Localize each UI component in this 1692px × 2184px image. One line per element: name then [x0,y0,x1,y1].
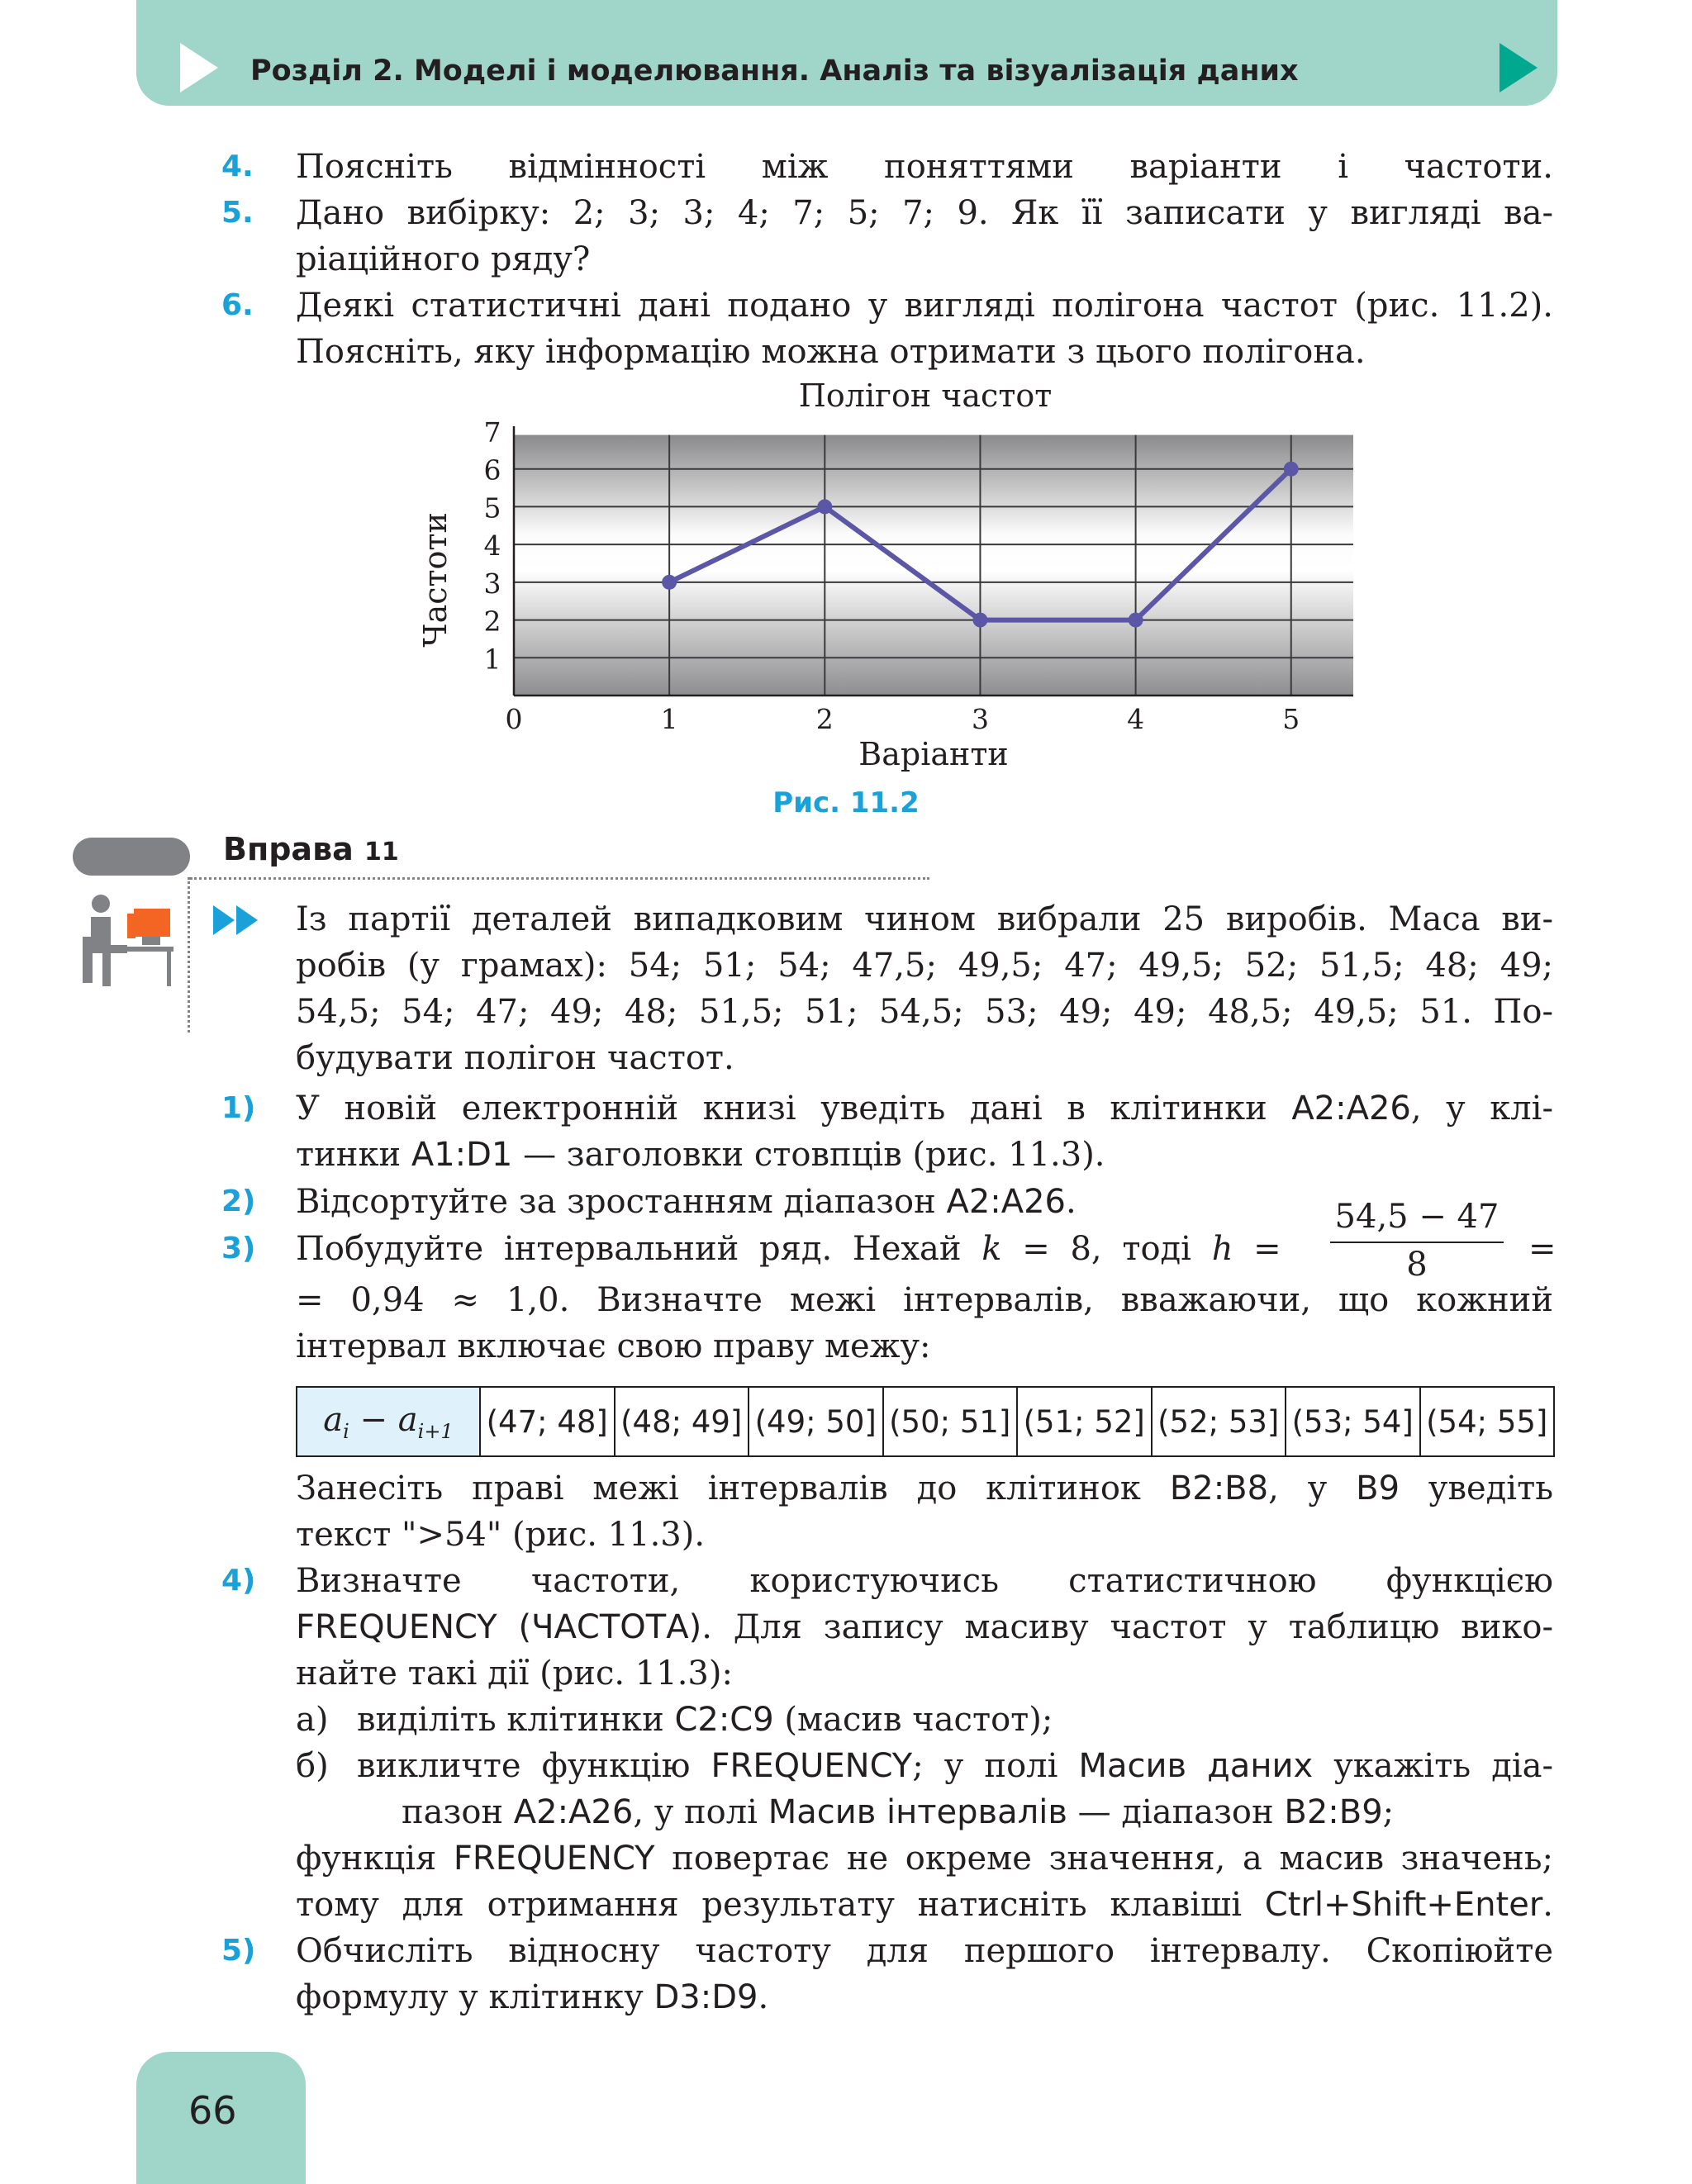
cell-range: A1:D1 [411,1136,513,1174]
chart-title: Полігон частот [798,380,1053,414]
text-span: укажіть діа- [1313,1747,1553,1785]
text-span: , у клі- [1410,1090,1553,1128]
fraction-denominator: 8 [1406,1246,1428,1284]
function-name: FREQUENCY [453,1840,655,1878]
sub-step-mark: б) [296,1747,329,1785]
text-span: виділіть клітинки [357,1701,675,1739]
key-combination: Ctrl+Shift+Enter [1264,1886,1543,1924]
y-axis-label: Частоти [417,512,454,648]
chart-svg [413,380,1371,776]
fraction-numerator: 54,5 − 47 [1334,1198,1500,1236]
step-text: Визначте частоти, користуючись статистичною функцією [296,1562,1553,1600]
text-span: Відсортуйте за зростанням діапазон [296,1183,947,1221]
page-number: 66 [188,2088,237,2133]
text-span: пазон [402,1793,514,1831]
exercise-title [223,831,399,867]
cell-range: B2:B9 [1284,1793,1383,1831]
exercise-text: робів (у грамах): 54; 51; 54; 47,5; 49,5; 47; 49,5; 52; 51,5; 48; 49; [296,947,1553,985]
data-point [662,575,677,590]
header-arrow-right-icon [1500,43,1538,93]
cell-range: C2:C9 [674,1701,774,1739]
x-tick-label: 4 [1127,703,1145,735]
text-span: — заголовки стовпців (рис. 11.3). [512,1136,1105,1174]
interval-cell: (51; 52] [1017,1387,1152,1456]
cell-range: A2:A26 [946,1183,1067,1221]
text-span: . [758,1978,769,2016]
step-text: текст ">54" (рис. 11.3). [296,1516,706,1554]
text-span: . Для запису масиву частот у таблицю вико- [701,1608,1554,1646]
question-text: ріаційного ряду? [296,240,591,278]
step-text: інтервал включає свою праву межу: [296,1327,931,1365]
text-span: Занесіть праві межі інтервалів до клітинок [296,1469,1170,1507]
interval-cell: (54; 55] [1420,1387,1555,1456]
interval-cell: (47; 48] [480,1387,615,1456]
var-h: h [1211,1230,1233,1268]
question-text: Поясніть, яку інформацію можна отримати з цього полігона. [296,333,1366,371]
text-span: a [397,1400,418,1439]
step-text: Обчисліть відносну частоту для першого інтервалу. Скопіюйте [296,1932,1553,1970]
table-row [297,1387,1554,1456]
text-span: ; у полі [912,1747,1079,1785]
step-number: 1) [221,1091,256,1125]
step-text: = 0,94 ≈ 1,0. Визначте межі інтервалів, вважаючи, що кожний [296,1281,1553,1319]
step-number: 3) [221,1232,256,1265]
text-span: , у [1268,1469,1357,1507]
question-text: Деякі статистичні дані подано у вигляді полігона частот (рис. 11.2). [296,287,1553,325]
function-name: FREQUENCY (ЧАСТОТА) [296,1608,702,1646]
var-k: k [981,1230,1002,1268]
step-number: 5) [221,1934,256,1968]
plot-area [514,435,1353,696]
exercise-text: Із партії деталей випадковим чином вибрали 25 виробів. Маса ви- [296,900,1553,938]
interval-cell: (53; 54] [1286,1387,1420,1456]
text-span: a [323,1400,344,1439]
text-span: уведіть [1400,1469,1553,1507]
text-span: Побудуйте інтервальний ряд. Нехай [296,1230,982,1268]
computer-work-icon [76,889,180,993]
subscript: i+1 [417,1419,454,1443]
data-point [817,499,832,514]
chapter-title: Розділ 2. Моделі і моделювання. Аналіз та візуалізація даних [250,55,1299,88]
text-span: − [349,1400,398,1439]
step-text [296,1132,1553,1178]
y-tick-label: 6 [483,453,501,487]
cell-range: A2:A26 [513,1793,634,1831]
interval-cell: (49; 50] [749,1387,883,1456]
step-text [296,1465,1553,1512]
frequency-polygon-chart [413,380,1371,776]
cell-range: D3:D9 [654,1978,758,2016]
text-span: ; [1382,1793,1395,1831]
y-tick-label: 7 [483,416,501,449]
sub-step-text [402,1789,1553,1835]
text-span: тинки [296,1136,411,1174]
data-point [1129,613,1143,628]
field-name: Масив інтервалів [768,1793,1067,1831]
text-span: У новій електронній книзі уведіть дані в клітинки [296,1090,1292,1128]
exercise-text: 54,5; 54; 47; 49; 48; 51,5; 51; 54,5; 53; 49; 49; 48,5; 49,5; 51. По- [296,993,1553,1031]
figure-caption: Рис. 11.2 [772,786,920,819]
exercise-title-word: Вправа [223,831,354,867]
exercise-divider-vertical [188,877,190,1033]
exercise-divider [190,877,929,880]
fraction-bar [1330,1242,1504,1243]
chapter-header-bar [136,0,1557,106]
question-text: Поясніть відмінності між поняттями варіанти і частоти. [296,148,1553,186]
step-text: найте такі дії (рис. 11.3): [296,1655,733,1693]
step-text [296,1835,1553,1882]
sub-step-mark: а) [296,1701,329,1739]
step-text [296,1882,1553,1928]
text-span: . [1066,1183,1077,1221]
header-arrow-icon [180,43,218,93]
y-tick-label: 2 [483,605,501,638]
cell-range: B2:B8 [1169,1469,1269,1507]
text-span: повертає не окреме значення, а масив значень; [654,1840,1553,1878]
x-tick-label: 5 [1282,703,1300,735]
x-tick-label: 3 [971,703,989,735]
y-tick-label: 1 [483,643,501,676]
exercise-tab-marker [73,838,190,876]
text-span: (масив частот); [773,1701,1053,1739]
step-number: 2) [221,1185,256,1218]
function-name: FREQUENCY [711,1747,913,1785]
interval-cell: (50; 51] [883,1387,1018,1456]
text-span: викличте функцію [357,1747,711,1785]
equals-sign: = [1528,1230,1557,1268]
cell-range: A2:A26 [1291,1090,1411,1128]
text-span: — діапазон [1067,1793,1285,1831]
interval-cell: (48; 49] [615,1387,749,1456]
x-tick-label: 1 [660,703,678,735]
sub-step-text [357,1697,1553,1743]
question-number: 5. [221,196,254,230]
text-span: , у полі [633,1793,768,1831]
text-span: функція [296,1840,454,1878]
question-text: Дано вибірку: 2; 3; 3; 4; 7; 5; 7; 9. Як її записати у вигляді ва- [296,194,1553,232]
exercise-number: 11 [364,838,399,866]
exercise-text: будувати полігон частот. [296,1039,734,1077]
y-tick-label: 4 [483,529,501,563]
text-span: = [1233,1230,1281,1268]
step-text [296,1085,1553,1132]
step-text [296,1226,1281,1272]
step-text [296,1604,1553,1650]
table-header-cell [297,1387,480,1456]
interval-cell: (52; 53] [1152,1387,1286,1456]
step-text [296,1974,1553,2020]
data-point [972,613,987,628]
question-number: 6. [221,288,254,322]
cell-range: B9 [1356,1469,1400,1507]
field-name: Масив даних [1078,1747,1314,1785]
y-tick-label: 5 [483,491,501,525]
text-span: тому для отримання результату натисніть клавіші [296,1886,1265,1924]
step-number: 4) [221,1564,256,1598]
x-tick-label: 0 [505,703,523,735]
fast-forward-icon [213,904,263,937]
text-span: формулу у клітинку [296,1978,654,2016]
text-span: = 8, тоді [1001,1230,1212,1268]
y-tick-label: 3 [483,567,501,600]
question-number: 4. [221,150,254,183]
interval-table [296,1386,1555,1457]
x-axis-label: Варіанти [858,736,1009,772]
text-span: . [1542,1886,1553,1924]
sub-step-text [357,1743,1553,1789]
subscript: i [343,1419,349,1443]
x-tick-label: 2 [815,703,834,735]
data-point [1284,462,1299,477]
